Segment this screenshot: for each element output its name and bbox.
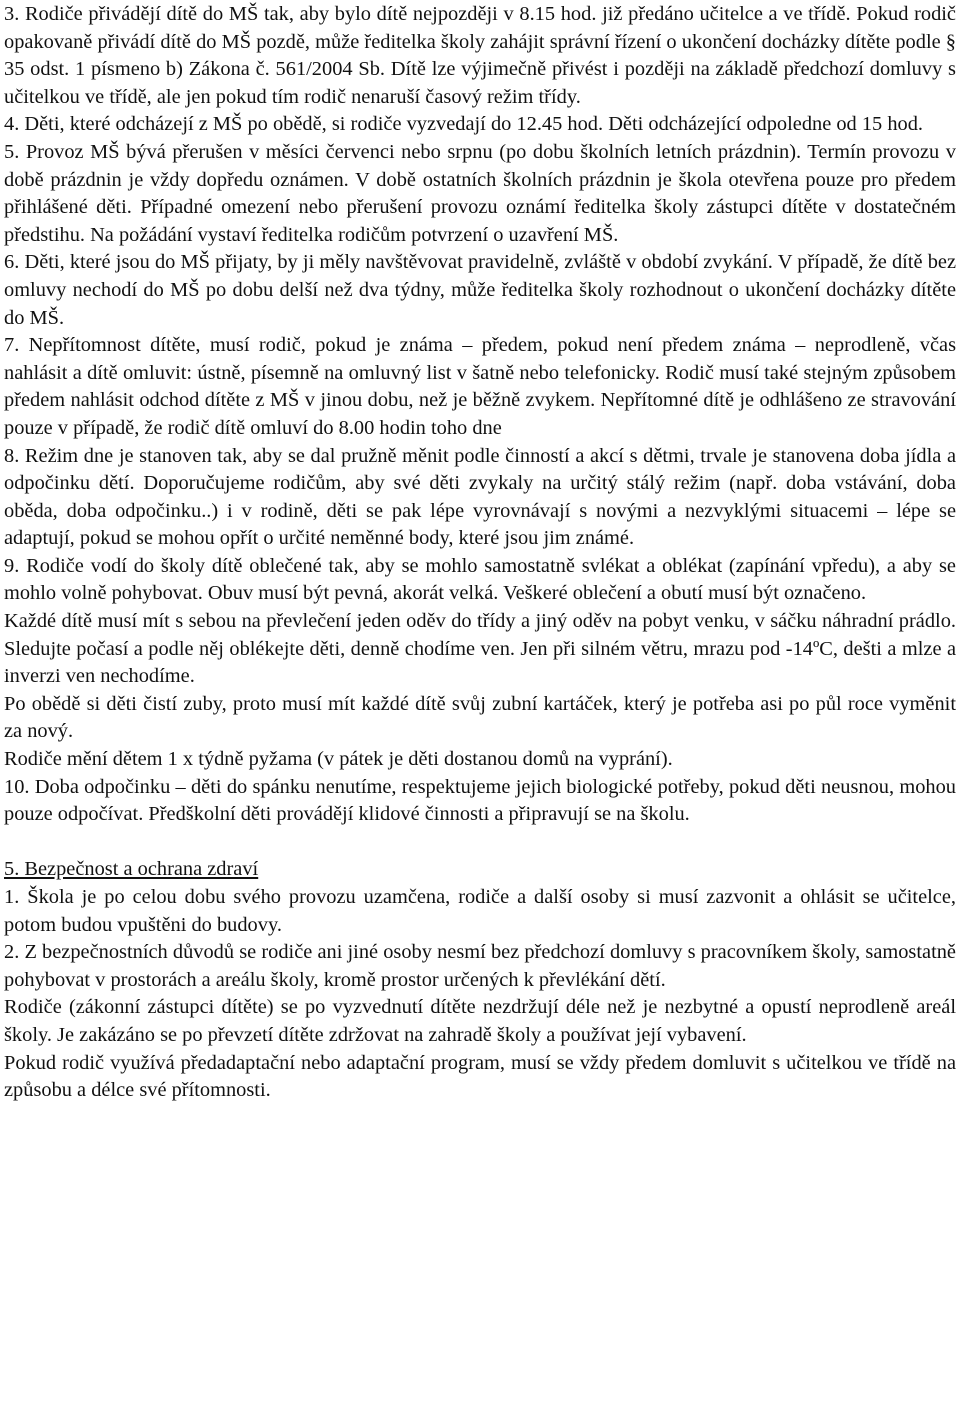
paragraph-item-10: 10. Doba odpočinku – děti do spánku nenutíme, respektujeme jejich biologické potřeby, pokud děti neusnou, mohou pouze odpočívat. Předškolní děti provádějí klidové činnosti a připravují se na školu. xyxy=(4,775,956,826)
paragraph-item-9: 9. Rodiče vodí do školy dítě oblečené tak, aby se mohlo samostatně svlékat a oblékat (zapínání vpředu), a aby se mohlo volně pohybovat. Obuv musí být pevná, akorát velká. Veškeré oblečení a obutí musí být označeno. xyxy=(4,554,956,605)
paragraph-item-3: 3. Rodiče přivádějí dítě do MŠ tak, aby bylo dítě nejpozději v 8.15 hod. již předáno učitelce a ve třídě. Pokud rodič opakovaně přivádí dítě do MŠ pozdě, může ředitelka školy zahájit správní řízení o ukončení docházky dítěte podle § 35 odst. 1 písmeno b) Zákona č. 561/2004 Sb. Dítě lze výjimečně přivést i později na základě předchozí domluvy s učitelkou ve třídě, ale jen pokud tím rodič nenaruší časový režim třídy. xyxy=(4,3,956,108)
safety-adaptation: Pokud rodič využívá předadaptační nebo adaptační program, musí se vždy předem domluvit s učitelkou ve třídě na způsobu a délce své přítomnosti. xyxy=(4,1051,956,1102)
safety-parents-leave: Rodiče (zákonní zástupci dítěte) se po vyzvednutí dítěte nezdržují déle než je nezbytné a opustí neprodleně areál školy. Je zakázáno se po převzetí dítěte zdržovat na zahradě školy a používat její vybavení. xyxy=(4,996,956,1046)
paragraph-item-8: 8. Režim dne je stanoven tak, aby se dal pružně měnit podle činností a akcí s dětmi, trvale je stanovena doba jídla a odpočinku dětí. Doporučujeme rodičům, aby své děti zvykaly na určitý stálý režim (např. doba vstávání, doba oběda, doba odpočinku..) i v rodině, děti se pak lépe vyrovnávají s novými a nezvyklými situacemi – lépe se adaptují, pokud se mohou opřít o určité neměnné body, které jsou jim známé. xyxy=(4,444,956,550)
paragraph-item-7: 7. Nepřítomnost dítěte, musí rodič, pokud je známa – předem, pokud není předem známa – neprodleně, včas nahlásit a dítě omluvit: ústně, písemně na omluvný list v šatně nebo telefonicky. Rodič musí také stejným způsobem předem nahlásit odchod dítěte z MŠ v jinou dobu, než je běžně zvykem. Nepřítomné dítě je odhlášeno ze stravování pouze v případě, že rodič dítě omluví do 8.00 hodin toho dne xyxy=(4,334,956,439)
paragraph-toothbrush: Po obědě si děti čistí zuby, proto musí mít každé dítě svůj zubní kartáček, který je potřeba asi po půl roce vyměnit za nový. xyxy=(4,692,956,743)
paragraph-item-5: 5. Provoz MŠ bývá přerušen v měsíci červenci nebo srpnu (po dobu školních letních prázdnin). Termín provozu v době prázdnin je vždy dopředu oznámen. V době ostatních školních prázdnin je škola otevřena pouze pro předem přihlášené děti. Případné omezení nebo přerušení provozu oznámí ředitelka školy zástupci dítěte v dostatečném předstihu. Na požádání vystaví ředitelka rodičům potvrzení o uzavření MŠ. xyxy=(4,140,956,246)
safety-item-1: 1. Škola je po celou dobu svého provozu uzamčena, rodiče a další osoby si musí zazvonit a ohlásit se učitelce, potom budou vpuštěni do budovy. xyxy=(4,886,956,936)
paragraph-pyjamas: Rodiče mění dětem 1 x týdně pyžama (v pátek je děti dostanou domů na vyprání). xyxy=(4,748,673,771)
paragraph-item-4: 4. Děti, které odcházejí z MŠ po obědě, si rodiče vyzvedají do 12.45 hod. Děti odcházející odpoledne od 15 hod. xyxy=(4,113,924,136)
safety-item-2: 2. Z bezpečnostních důvodů se rodiče ani jiné osoby nesmí bez předchozí domluvy s pracovníkem školy, samostatně pohybovat v prostorách a areálu školy, kromě prostor určených k převlékání dětí. xyxy=(4,941,956,991)
paragraph-item-6: 6. Děti, které jsou do MŠ přijaty, by ji měly navštěvovat pravidelně, zvláště v období zvykání. V případě, že dítě bez omluvy nechodí do MŠ po dobu delší než dva týdny, může ředitelka školy rozhodnout o ukončení docházky dítěte do MŠ. xyxy=(4,251,956,329)
section-heading: 5. Bezpečnost a ochrana zdraví xyxy=(4,858,259,881)
paragraph-clothing: Každé dítě musí mít s sebou na převlečení jeden oděv do třídy a jiný oděv na pobyt venku, v sáčku náhradní prádlo. Sledujte počasí a podle něj oblékejte děti, denně chodíme ven. Jen při silném větru, mrazu pod -14ºC, dešti a mlze a inverzi ven nechodíme. xyxy=(4,610,956,688)
blank-line xyxy=(4,829,956,857)
